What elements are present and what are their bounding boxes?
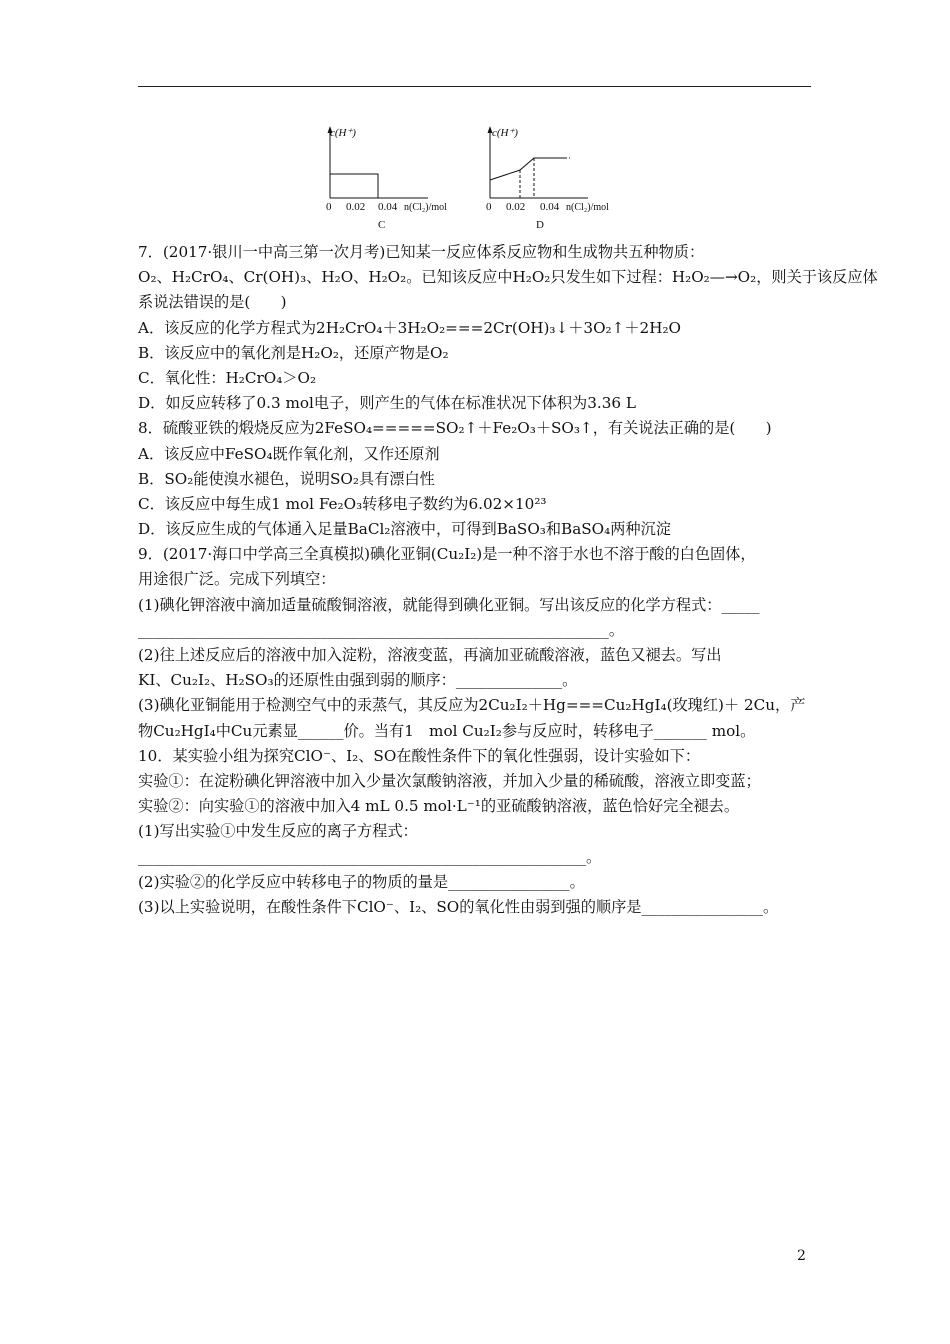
chart-c-caption: C [378,219,386,231]
chart-d-tick-0: 0 [486,201,492,213]
question-content [138,240,878,920]
header-rule [138,86,811,87]
q7-option-c: C．氧化性：H₂CrO₄＞O₂ [138,368,317,387]
q8-option-b: B．SO₂能使溴水褪色，说明SO₂具有漂白性 [138,469,435,488]
q8-option-a: A．该反应中FeSO₄既作氧化剂，又作还原剂 [138,444,440,463]
q8-option-d: D．该反应生成的气体通入足量BaCl₂溶液中，可得到BaSO₃和BaSO₄两种沉淀 [138,520,671,539]
q10-part3: (3)以上实验说明，在酸性条件下ClO⁻、I₂、SO的氧化性由弱到强的顺序是________________。 [138,897,779,916]
chart-c-tick-1: 0.02 [346,201,366,213]
q9-part3-a: (3)碘化亚铜能用于检测空气中的汞蒸气，其反应为2Cu₂I₂＋Hg===Cu₂HgI₄(玫瑰红)＋ 2Cu，产 [138,696,806,715]
q7-stem-1: 7．(2017·银川一中高三第一次月考)已知某一反应体系反应物和生成物共五种物质： [138,243,705,261]
q10-part2: (2)实验②的化学反应中转移电子的物质的量是________________。 [138,872,585,891]
chart-d-line [490,158,566,180]
chart-c-y-label: c(H⁺) [330,127,356,139]
q7-option-d: D．如反应转移了0.3 mol电子，则产生的气体在标准状况下体积为3.36 L [138,394,636,413]
chart-d-x-label: n(Cl₂)/mol [566,202,609,213]
q10-stem: 10．某实验小组为探究ClO⁻、I₂、SO在酸性条件下的氧化性强弱，设计实验如下： [138,746,701,765]
q10-experiment-1: 实验①：在淀粉碘化钾溶液中加入少量次氯酸钠溶液，并加入少量的稀硫酸，溶液立即变蓝； [138,771,761,790]
q9-stem-2: 用途很广泛。完成下列填空： [138,570,336,589]
charts-c-d [318,124,638,234]
chart-d-caption: D [536,219,544,231]
q7-option-a: A．该反应的化学方程式为2H₂CrO₄＋3H₂O₂===2Cr(OH)₃↓＋3O₂↑＋2H₂O [138,318,681,337]
q9-part3-b: 物Cu₂HgI₄中Cu元素显______价。当有1 mol Cu₂I₂参与反应时，转移电子_______ mol。 [138,721,756,740]
q10-part1: (1)写出实验①中发生反应的离子方程式： [138,822,418,841]
chart-d-tick-1: 0.02 [506,201,526,213]
chart-d-tick-2: 0.04 [540,201,560,213]
q7-option-b: B．该反应中的氧化剂是H₂O₂，还原产物是O₂ [138,343,449,362]
q8-stem: 8．硫酸亚铁的煅烧反应为2FeSO₄=====SO₂↑＋Fe₂O₃＋SO₃↑，有关说法正确的是( ) [138,419,772,438]
q9-part1-a: (1)碘化钾溶液中滴加适量硫酸铜溶液，就能得到碘化亚铜。写出该反应的化学方程式：_____ [138,595,760,614]
chart-c [326,126,447,231]
q8-option-c: C．该反应中每生成1 mol Fe₂O₃转移电子数约为6.02×10²³ [138,494,547,513]
q9-part1-b: ______________________________________________________________。 [138,620,624,639]
chart-d [486,126,609,231]
chart-d-y-label: c(H⁺) [492,127,518,139]
chart-c-tick-2: 0.04 [378,201,398,213]
q10-part1-blank: ___________________________________________________________。 [138,847,602,866]
chart-c-line [330,174,378,198]
chart-c-x-label: n(Cl₂)/mol [404,202,447,213]
q9-part2-a: (2)往上述反应后的溶液中加入淀粉，溶液变蓝，再滴加亚硫酸溶液，蓝色又褪去。写出 [138,646,722,664]
q9-part2-b: KI、Cu₂I₂、H₂SO₃的还原性由强到弱的顺序：______________。 [138,671,578,690]
page-number: 2 [797,1248,806,1264]
chart-c-tick-0: 0 [326,201,332,213]
q9-stem-1: 9．(2017·海口中学高三全真模拟)碘化亚铜(Cu₂I₂)是一种不溶于水也不溶于酸的白色固体， [138,545,756,564]
q7-stem-2: O₂、H₂CrO₄、Cr(OH)₃、H₂O、H₂O₂。已知该反应中H₂O₂只发生如下过程：H₂O₂—→O₂，则关于该反应体 [138,268,878,287]
q10-experiment-2: 实验②：向实验①的溶液中加入4 mL 0.5 mol·L⁻¹的亚硫酸钠溶液，蓝色恰好完全褪去。 [138,797,740,816]
q7-stem-3: 系说法错误的是( ) [138,293,287,312]
